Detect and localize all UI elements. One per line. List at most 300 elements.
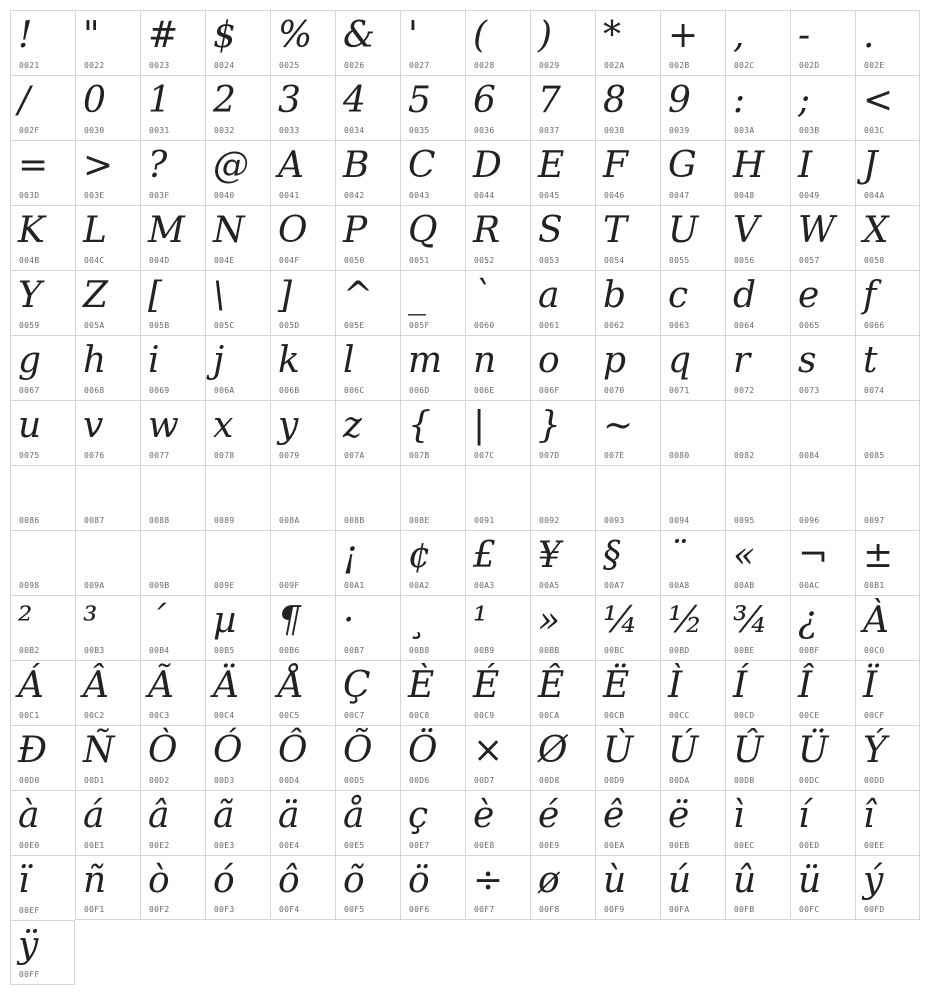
glyph-character: Ì xyxy=(668,665,683,706)
glyph-cell xyxy=(660,465,725,530)
glyph-character: M xyxy=(148,210,185,251)
glyph-codepoint: 00C5 xyxy=(279,711,300,720)
glyph-codepoint: 00BE xyxy=(734,646,755,655)
glyph-cell xyxy=(595,530,660,595)
glyph-codepoint: 0091 xyxy=(474,516,495,525)
glyph-character: H xyxy=(733,145,765,186)
glyph-cell xyxy=(530,725,595,790)
glyph-character: O xyxy=(278,210,308,251)
glyph-codepoint: 0071 xyxy=(669,386,690,395)
glyph-codepoint: 0025 xyxy=(279,61,300,70)
glyph-cell xyxy=(75,465,140,530)
glyph-cell xyxy=(140,205,205,270)
glyph-character: ! xyxy=(18,15,33,56)
glyph-character: - xyxy=(798,15,811,56)
glyph-codepoint: 00C0 xyxy=(864,646,885,655)
glyph-codepoint: 0042 xyxy=(344,191,365,200)
glyph-character: ý xyxy=(863,860,884,901)
glyph-character: ² xyxy=(18,600,33,641)
glyph-character: ~ xyxy=(603,405,634,446)
glyph-character: Z xyxy=(83,275,109,316)
glyph-cell xyxy=(10,465,75,530)
glyph-cell xyxy=(790,595,855,660)
glyph-cell xyxy=(660,400,725,465)
glyph-character: q xyxy=(668,340,692,381)
glyph-cell xyxy=(10,595,75,660)
glyph-codepoint: 0076 xyxy=(84,451,105,460)
glyph-codepoint: 005D xyxy=(279,321,300,330)
glyph-character: 0 xyxy=(83,80,106,121)
glyph-codepoint: 00C9 xyxy=(474,711,495,720)
glyph-character: ? xyxy=(148,145,168,186)
glyph-character: Ù xyxy=(603,730,634,771)
glyph-character: V xyxy=(733,210,759,251)
glyph-character: p xyxy=(603,340,627,381)
glyph-codepoint: 0024 xyxy=(214,61,235,70)
glyph-cell xyxy=(335,595,400,660)
glyph-codepoint: 00A1 xyxy=(344,581,365,590)
glyph-character: b xyxy=(603,275,627,316)
glyph-codepoint: 00F2 xyxy=(149,905,170,914)
glyph-cell xyxy=(140,335,205,400)
glyph-codepoint: 00AB xyxy=(734,581,755,590)
glyph-cell xyxy=(75,790,140,855)
glyph-character: ( xyxy=(473,15,488,56)
glyph-cell xyxy=(465,140,530,205)
glyph-character: k xyxy=(278,340,300,381)
glyph-codepoint: 0082 xyxy=(734,451,755,460)
glyph-codepoint: 002E xyxy=(864,61,885,70)
glyph-cell xyxy=(660,595,725,660)
glyph-cell xyxy=(75,270,140,335)
glyph-cell xyxy=(595,400,660,465)
glyph-cell xyxy=(465,465,530,530)
glyph-cell xyxy=(205,10,270,75)
glyph-cell xyxy=(530,270,595,335)
glyph-character: ì xyxy=(733,795,745,836)
glyph-codepoint: 002F xyxy=(19,126,40,135)
glyph-codepoint: 005B xyxy=(149,321,170,330)
glyph-character: â xyxy=(148,795,170,836)
glyph-codepoint: 00A5 xyxy=(539,581,560,590)
glyph-cell xyxy=(660,855,725,920)
glyph-cell xyxy=(465,855,530,920)
glyph-cell xyxy=(140,530,205,595)
glyph-cell xyxy=(595,140,660,205)
glyph-character: w xyxy=(148,405,179,446)
glyph-character: Ë xyxy=(603,665,630,706)
glyph-codepoint: 0087 xyxy=(84,516,105,525)
glyph-character: ' xyxy=(408,15,418,56)
glyph-cell xyxy=(595,660,660,725)
glyph-cell xyxy=(10,530,75,595)
glyph-character: Ð xyxy=(18,730,48,771)
glyph-character: ¬ xyxy=(798,535,829,576)
glyph-character: õ xyxy=(343,860,365,901)
glyph-codepoint: 00A3 xyxy=(474,581,495,590)
glyph-codepoint: 0045 xyxy=(539,191,560,200)
glyph-cell xyxy=(725,660,790,725)
glyph-codepoint: 0036 xyxy=(474,126,495,135)
glyph-codepoint: 003A xyxy=(734,126,755,135)
glyph-cell xyxy=(465,10,530,75)
glyph-character: = xyxy=(18,145,49,186)
glyph-cell xyxy=(140,400,205,465)
glyph-cell xyxy=(660,660,725,725)
glyph-cell xyxy=(270,335,335,400)
glyph-cell xyxy=(595,595,660,660)
glyph-character: 4 xyxy=(343,80,366,121)
glyph-cell xyxy=(790,205,855,270)
glyph-character: Î xyxy=(798,665,813,706)
glyph-cell xyxy=(10,855,75,920)
glyph-cell xyxy=(465,270,530,335)
glyph-codepoint: 0072 xyxy=(734,386,755,395)
glyph-character: / xyxy=(18,80,31,121)
glyph-cell xyxy=(270,595,335,660)
glyph-codepoint: 006A xyxy=(214,386,235,395)
glyph-character: D xyxy=(473,145,502,186)
glyph-codepoint: 0047 xyxy=(669,191,690,200)
glyph-character: Ø xyxy=(538,730,568,771)
glyph-cell xyxy=(75,140,140,205)
glyph-character: à xyxy=(18,795,40,836)
glyph-character: + xyxy=(668,15,699,56)
glyph-codepoint: 003D xyxy=(19,191,40,200)
glyph-character: _ xyxy=(408,275,426,316)
glyph-character: Ü xyxy=(798,730,829,771)
glyph-cell xyxy=(10,140,75,205)
glyph-cell xyxy=(400,75,465,140)
glyph-cell xyxy=(725,270,790,335)
glyph-character: A xyxy=(278,145,304,186)
glyph-cell xyxy=(335,530,400,595)
glyph-codepoint: 0049 xyxy=(799,191,820,200)
glyph-cell xyxy=(660,790,725,855)
glyph-character: ; xyxy=(798,80,811,121)
glyph-codepoint: 007E xyxy=(604,451,625,460)
glyph-character: ù xyxy=(603,860,627,901)
glyph-character: } xyxy=(538,405,561,446)
glyph-codepoint: 0044 xyxy=(474,191,495,200)
glyph-codepoint: 003F xyxy=(149,191,170,200)
glyph-cell xyxy=(205,790,270,855)
glyph-codepoint: 00F4 xyxy=(279,905,300,914)
glyph-character: Ý xyxy=(863,730,887,771)
glyph-character: \ xyxy=(213,275,226,316)
glyph-character: Ï xyxy=(863,665,878,706)
glyph-cell xyxy=(400,725,465,790)
glyph-codepoint: 002A xyxy=(604,61,625,70)
glyph-codepoint: 0073 xyxy=(799,386,820,395)
glyph-character: v xyxy=(83,405,104,446)
glyph-codepoint: 008E xyxy=(409,516,430,525)
glyph-character: · xyxy=(343,600,355,641)
glyph-character: { xyxy=(408,405,431,446)
glyph-codepoint: 005C xyxy=(214,321,235,330)
glyph-character: û xyxy=(733,860,757,901)
glyph-character: Ä xyxy=(213,665,239,706)
glyph-codepoint: 0030 xyxy=(84,126,105,135)
glyph-cell xyxy=(10,725,75,790)
glyph-codepoint: 00E1 xyxy=(84,841,105,850)
glyph-codepoint: 00DB xyxy=(734,776,755,785)
glyph-codepoint: 00A7 xyxy=(604,581,625,590)
glyph-character: n xyxy=(473,340,497,381)
glyph-cell xyxy=(205,400,270,465)
glyph-character: ¨ xyxy=(668,535,686,576)
glyph-codepoint: 0028 xyxy=(474,61,495,70)
glyph-cell xyxy=(10,920,75,985)
glyph-codepoint: 00A2 xyxy=(409,581,430,590)
glyph-codepoint: 00BB xyxy=(539,646,560,655)
glyph-character: : xyxy=(733,80,746,121)
glyph-character: 8 xyxy=(603,80,626,121)
glyph-cell xyxy=(855,335,920,400)
glyph-cell xyxy=(530,530,595,595)
glyph-cell xyxy=(725,400,790,465)
glyph-cell xyxy=(400,400,465,465)
glyph-character: & xyxy=(343,15,376,56)
glyph-cell xyxy=(725,465,790,530)
glyph-codepoint: 00FD xyxy=(864,905,885,914)
glyph-cell xyxy=(75,660,140,725)
glyph-cell xyxy=(205,660,270,725)
glyph-character: ¼ xyxy=(603,600,638,641)
glyph-character: e xyxy=(798,275,820,316)
glyph-character: Ô xyxy=(278,730,308,771)
glyph-cell xyxy=(530,205,595,270)
glyph-codepoint: 00FF xyxy=(19,970,40,979)
glyph-codepoint: 00CA xyxy=(539,711,560,720)
glyph-cell xyxy=(855,790,920,855)
glyph-cell xyxy=(400,660,465,725)
glyph-cell xyxy=(75,205,140,270)
glyph-cell xyxy=(465,660,530,725)
glyph-character: j xyxy=(213,340,225,381)
glyph-codepoint: 0098 xyxy=(19,581,40,590)
glyph-character: z xyxy=(343,405,362,446)
glyph-codepoint: 0060 xyxy=(474,321,495,330)
glyph-cell xyxy=(270,660,335,725)
glyph-character: Å xyxy=(278,665,304,706)
glyph-codepoint: 004A xyxy=(864,191,885,200)
glyph-character: µ xyxy=(213,600,237,641)
glyph-cell xyxy=(595,335,660,400)
glyph-character: ] xyxy=(278,275,293,316)
glyph-character: | xyxy=(473,405,486,446)
glyph-cell xyxy=(270,855,335,920)
glyph-codepoint: 00C3 xyxy=(149,711,170,720)
glyph-codepoint: 009A xyxy=(84,581,105,590)
glyph-character: ¡ xyxy=(343,535,358,576)
glyph-cell xyxy=(595,75,660,140)
glyph-cell xyxy=(790,855,855,920)
glyph-character: o xyxy=(538,340,560,381)
glyph-cell xyxy=(790,10,855,75)
glyph-codepoint: 00D4 xyxy=(279,776,300,785)
glyph-codepoint: 0026 xyxy=(344,61,365,70)
glyph-codepoint: 00DD xyxy=(864,776,885,785)
glyph-cell xyxy=(400,790,465,855)
glyph-character: Ñ xyxy=(83,730,115,771)
glyph-cell xyxy=(530,855,595,920)
glyph-cell xyxy=(140,270,205,335)
glyph-codepoint: 0061 xyxy=(539,321,560,330)
glyph-character: ÿ xyxy=(18,925,39,966)
glyph-codepoint: 0022 xyxy=(84,61,105,70)
glyph-codepoint: 0040 xyxy=(214,191,235,200)
glyph-codepoint: 00B3 xyxy=(84,646,105,655)
glyph-cell xyxy=(725,205,790,270)
glyph-character: C xyxy=(408,145,436,186)
glyph-cell xyxy=(790,335,855,400)
glyph-codepoint: 0067 xyxy=(19,386,40,395)
glyph-codepoint: 00EB xyxy=(669,841,690,850)
glyph-codepoint: 0031 xyxy=(149,126,170,135)
glyph-character: 1 xyxy=(148,80,171,121)
glyph-codepoint: 00F7 xyxy=(474,905,495,914)
glyph-codepoint: 0043 xyxy=(409,191,430,200)
glyph-cell xyxy=(205,725,270,790)
glyph-character: B xyxy=(343,145,370,186)
glyph-character: T xyxy=(603,210,628,251)
glyph-codepoint: 0092 xyxy=(539,516,560,525)
glyph-cell xyxy=(205,140,270,205)
glyph-cell xyxy=(75,335,140,400)
glyph-cell xyxy=(400,10,465,75)
glyph-codepoint: 00D9 xyxy=(604,776,625,785)
glyph-character: É xyxy=(473,665,500,706)
glyph-character: ½ xyxy=(668,600,703,641)
glyph-codepoint: 0064 xyxy=(734,321,755,330)
glyph-codepoint: 00E9 xyxy=(539,841,560,850)
glyph-cell xyxy=(660,270,725,335)
glyph-codepoint: 00D1 xyxy=(84,776,105,785)
glyph-cell xyxy=(790,790,855,855)
glyph-character: ¸ xyxy=(408,600,426,641)
glyph-cell xyxy=(205,595,270,660)
glyph-character: Â xyxy=(83,665,109,706)
glyph-cell xyxy=(660,140,725,205)
glyph-cell xyxy=(660,530,725,595)
glyph-character: Ö xyxy=(408,730,438,771)
glyph-codepoint: 0062 xyxy=(604,321,625,330)
glyph-character: È xyxy=(408,665,435,706)
glyph-cell xyxy=(10,335,75,400)
glyph-codepoint: 00FA xyxy=(669,905,690,914)
glyph-character: 5 xyxy=(408,80,431,121)
glyph-character: ã xyxy=(213,795,235,836)
glyph-character: í xyxy=(798,795,810,836)
glyph-cell xyxy=(270,790,335,855)
glyph-codepoint: 006F xyxy=(539,386,560,395)
glyph-codepoint: 005F xyxy=(409,321,430,330)
glyph-character: ü xyxy=(798,860,822,901)
glyph-cell xyxy=(530,790,595,855)
glyph-character: ø xyxy=(538,860,560,901)
glyph-character: R xyxy=(473,210,501,251)
glyph-codepoint: 003C xyxy=(864,126,885,135)
glyph-character: @ xyxy=(213,145,249,186)
glyph-codepoint: 00B2 xyxy=(19,646,40,655)
glyph-codepoint: 0095 xyxy=(734,516,755,525)
glyph-character: é xyxy=(538,795,560,836)
glyph-codepoint: 00DC xyxy=(799,776,820,785)
glyph-cell xyxy=(465,595,530,660)
glyph-codepoint: 00F9 xyxy=(604,905,625,914)
glyph-codepoint: 0086 xyxy=(19,516,40,525)
glyph-codepoint: 00CC xyxy=(669,711,690,720)
glyph-character: d xyxy=(733,275,757,316)
glyph-codepoint: 006D xyxy=(409,386,430,395)
glyph-codepoint: 007A xyxy=(344,451,365,460)
glyph-cell xyxy=(140,10,205,75)
glyph-codepoint: 00CE xyxy=(799,711,820,720)
glyph-codepoint: 00B6 xyxy=(279,646,300,655)
glyph-codepoint: 004C xyxy=(84,256,105,265)
glyph-cell xyxy=(335,205,400,270)
glyph-codepoint: 0029 xyxy=(539,61,560,70)
glyph-cell xyxy=(335,660,400,725)
glyph-character: § xyxy=(603,535,621,576)
glyph-cell xyxy=(530,335,595,400)
glyph-character: ` xyxy=(473,275,491,316)
glyph-codepoint: 00D6 xyxy=(409,776,430,785)
glyph-codepoint: 006E xyxy=(474,386,495,395)
glyph-cell xyxy=(75,855,140,920)
glyph-character: f xyxy=(863,275,877,316)
glyph-character: < xyxy=(863,80,894,121)
glyph-codepoint: 0065 xyxy=(799,321,820,330)
glyph-cell xyxy=(855,595,920,660)
glyph-character: g xyxy=(18,340,42,381)
glyph-cell xyxy=(270,400,335,465)
glyph-cell xyxy=(335,270,400,335)
glyph-cell xyxy=(335,465,400,530)
glyph-character: ó xyxy=(213,860,235,901)
glyph-codepoint: 00FC xyxy=(799,905,820,914)
glyph-character: ) xyxy=(538,15,553,56)
glyph-character: á xyxy=(83,795,105,836)
glyph-character: ï xyxy=(18,860,30,901)
glyph-cell xyxy=(205,75,270,140)
glyph-codepoint: 00B9 xyxy=(474,646,495,655)
glyph-cell xyxy=(725,595,790,660)
glyph-cell xyxy=(790,400,855,465)
glyph-codepoint: 0063 xyxy=(669,321,690,330)
glyph-codepoint: 002C xyxy=(734,61,755,70)
glyph-character: ä xyxy=(278,795,300,836)
glyph-cell xyxy=(400,335,465,400)
glyph-codepoint: 00E4 xyxy=(279,841,300,850)
glyph-character: [ xyxy=(148,275,163,316)
glyph-character: P xyxy=(343,210,368,251)
glyph-cell xyxy=(530,10,595,75)
glyph-cell xyxy=(335,400,400,465)
glyph-character: " xyxy=(83,15,100,56)
glyph-codepoint: 008B xyxy=(344,516,365,525)
glyph-character: # xyxy=(148,15,179,56)
glyph-codepoint: 00F5 xyxy=(344,905,365,914)
glyph-cell xyxy=(855,855,920,920)
glyph-cell xyxy=(140,725,205,790)
glyph-character: ¾ xyxy=(733,600,768,641)
glyph-character: s xyxy=(798,340,817,381)
glyph-cell xyxy=(140,465,205,530)
glyph-cell xyxy=(595,10,660,75)
glyph-codepoint: 00F3 xyxy=(214,905,235,914)
